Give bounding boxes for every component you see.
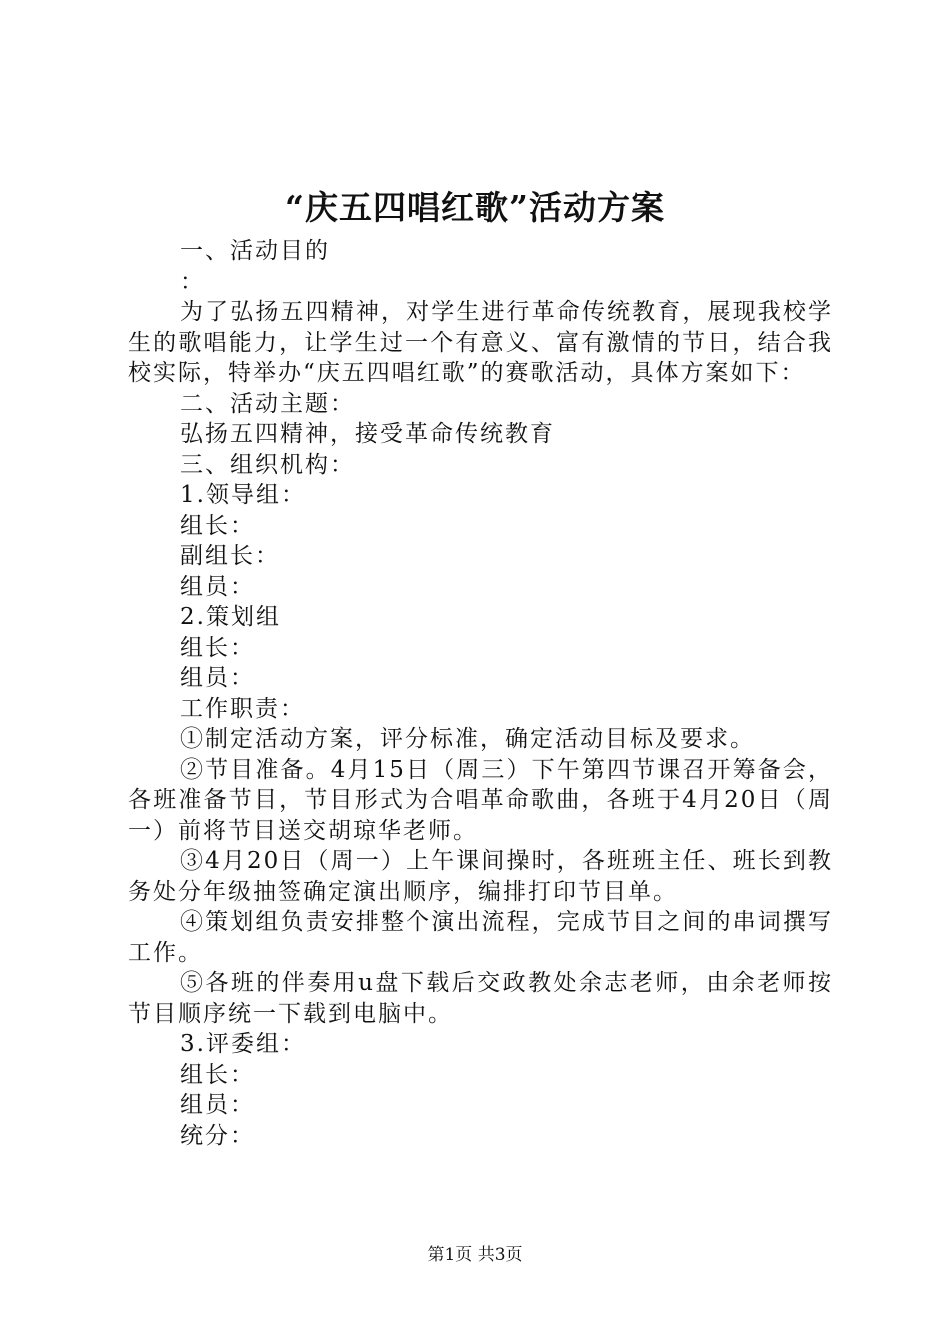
- paragraph: 2.策划组: [180, 604, 281, 630]
- page-footer: 第1页 共3页: [427, 1245, 523, 1265]
- paragraph: 副组长：: [180, 543, 280, 569]
- paragraph: 组员：: [180, 1092, 255, 1118]
- paragraph: 组员：: [180, 573, 255, 600]
- paragraph: 弘扬五四精神，接受革命传统教育: [180, 421, 555, 447]
- paragraph: ⑤各班的伴奏用u盘下载后交政教处余志老师，由余老师按节目顺序统一下载到电脑中。: [128, 970, 833, 1027]
- paragraph: 为了弘扬五四精神，对学生进行革命传统教育，展现我校学生的歌唱能力，让学生过一个有意义、富有激情的节日，结合我校实际，特举办“庆五四唱红歌”的赛歌活动，具体方案如下：: [128, 299, 833, 386]
- paragraph: 统分：: [180, 1122, 255, 1149]
- paragraph: 一、活动目的: [180, 238, 330, 264]
- paragraph: 1.领导组：: [180, 482, 306, 508]
- paragraph: 二、活动主题：: [180, 390, 355, 417]
- paragraph: 三、组织机构：: [180, 451, 355, 478]
- paragraph: ①制定活动方案，评分标准，确定活动目标及要求。: [180, 726, 755, 752]
- paragraph: ②节目准备。4月15日（周三）下午第四节课召开筹备会，各班准备节目，节目形式为合唱革命歌曲，各班于4月20日（周一）前将节目送交胡琼华老师。: [128, 756, 833, 844]
- paragraph: 工作职责：: [180, 695, 305, 722]
- paragraph: 3.评委组：: [180, 1031, 306, 1057]
- paragraph: ：: [180, 268, 205, 295]
- document-body: [128, 236, 833, 1151]
- paragraph: 组长：: [180, 1061, 255, 1088]
- paragraph: ③4月20日（周一）上午课间操时，各班班主任、班长到教务处分年级抽签确定演出顺序，编排打印节目单。: [128, 848, 833, 905]
- paragraph: 组长：: [180, 634, 255, 661]
- paragraph: 组员：: [180, 665, 255, 691]
- paragraph: 组长：: [180, 512, 255, 539]
- document-title: “庆五四唱红歌”活动方案: [285, 188, 665, 227]
- paragraph: ④策划组负责安排整个演出流程，完成节目之间的串词撰写工作。: [128, 909, 833, 966]
